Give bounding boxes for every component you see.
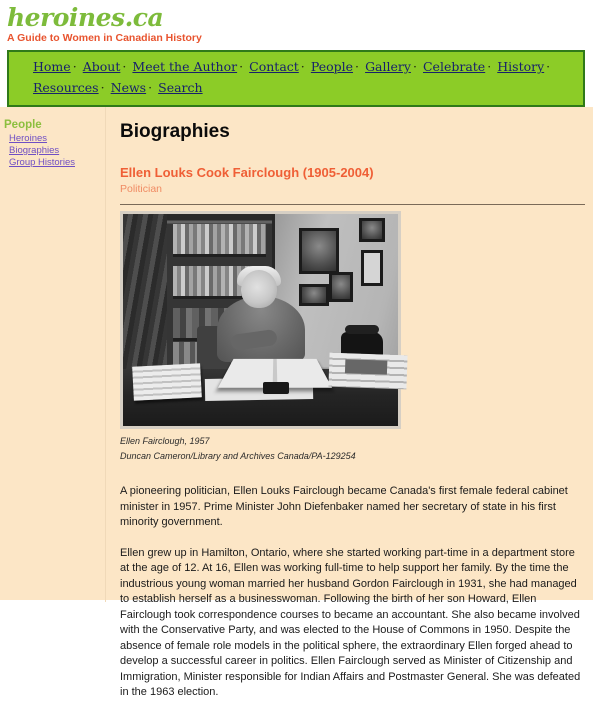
- photo-wall-frame: [299, 284, 329, 306]
- nav-separator: ·: [412, 59, 417, 74]
- photo-wall-frame: [299, 228, 339, 274]
- nav-separator: ·: [546, 59, 551, 74]
- sidebar-item-group-histories[interactable]: Group Histories: [9, 157, 75, 168]
- nav-item-meet-the-author[interactable]: Meet the Author: [132, 59, 238, 74]
- photo-caption-credit: Duncan Cameron/Library and Archives Canada/PA-129254: [120, 451, 356, 461]
- main-content: [105, 107, 601, 701]
- photo-wall-frame: [359, 218, 385, 242]
- site-tagline: A Guide to Women in Canadian History: [7, 32, 202, 44]
- photo-image: [123, 214, 398, 426]
- nav-item-news[interactable]: News: [110, 80, 147, 95]
- site-logo[interactable]: heroines.ca: [7, 3, 164, 32]
- nav-item-search[interactable]: Search: [158, 80, 203, 95]
- nav-separator: ·: [122, 59, 127, 74]
- photo-desk-object: [263, 382, 289, 394]
- nav-item-gallery[interactable]: Gallery: [365, 59, 411, 74]
- nav-item-celebrate[interactable]: Celebrate: [422, 59, 486, 74]
- photo-right-papers: [328, 353, 407, 390]
- nav-separator: ·: [100, 80, 105, 95]
- biography-paragraph: Ellen grew up in Hamilton, Ontario, where she started working part-time in a department store at the age of 12. At 16, Ellen was working full-time to help support her family. By the time the industrious young woman married her husband Gordon Fairclough in 1931, she had managed to establish herself as a businesswoman. Following the birth of her son Howard, Ellen Fairclough took correspondence courses to became an accountant. She also became involved with the Conservative Party, and was elected to the House of Commons in 1950. Despite the absence of female role models in the political sphere, the extraordinary Ellen forged ahead to develop a successful career in politics. Ellen Fairclough served as Minister of Citizenship and Immigration, Minister responsible for Indian Affairs and Postmaster General. She was defeated in the 1963 election.: [120, 546, 581, 698]
- photo-paper-stack: [132, 363, 202, 401]
- column-divider: [105, 107, 106, 602]
- photo-wall-frame: [329, 272, 353, 302]
- nav-item-resources[interactable]: Resources: [33, 80, 99, 95]
- section-rule: [120, 204, 585, 205]
- nav-item-home[interactable]: Home: [33, 59, 71, 74]
- nav-item-about[interactable]: About: [82, 59, 121, 74]
- nav-separator: ·: [487, 59, 492, 74]
- nav-item-contact[interactable]: Contact: [249, 59, 299, 74]
- nav-separator: ·: [300, 59, 305, 74]
- sidebar-item-biographies[interactable]: Biographies: [9, 145, 60, 156]
- nav-item-people[interactable]: People: [310, 59, 354, 74]
- nav-separator: ·: [355, 59, 359, 74]
- biography-photo: [120, 211, 401, 429]
- photo-bookshelf-row: [173, 224, 266, 254]
- biography-name: Ellen Louks Cook Fairclough (1905-2004): [120, 165, 374, 180]
- photo-person-head: [241, 270, 277, 308]
- photo-curtain: [123, 214, 171, 371]
- nav-item-history[interactable]: History: [497, 59, 545, 74]
- sidebar-heading: People: [4, 119, 42, 131]
- biography-role: Politician: [120, 183, 163, 195]
- masthead: [0, 0, 601, 50]
- photo-caption-title: Ellen Fairclough, 1957: [120, 436, 210, 446]
- biography-paragraph: A pioneering politician, Ellen Louks Fairclough became Canada's first female federal cabinet minister in 1957. Prime Minister John Diefenbaker named her secretary of state in his first minority government.: [120, 485, 568, 528]
- page-title: Biographies: [120, 121, 230, 142]
- nav-separator: ·: [148, 80, 153, 95]
- photo-wall-frame: [361, 250, 383, 286]
- content-columns: [0, 107, 601, 701]
- nav-separator: ·: [72, 59, 77, 74]
- nav-wrapper: [0, 50, 601, 107]
- nav-separator: ·: [239, 59, 244, 74]
- sidebar: [0, 107, 105, 169]
- main-navigation: [7, 50, 585, 107]
- sidebar-item-heroines[interactable]: Heroines: [9, 133, 48, 144]
